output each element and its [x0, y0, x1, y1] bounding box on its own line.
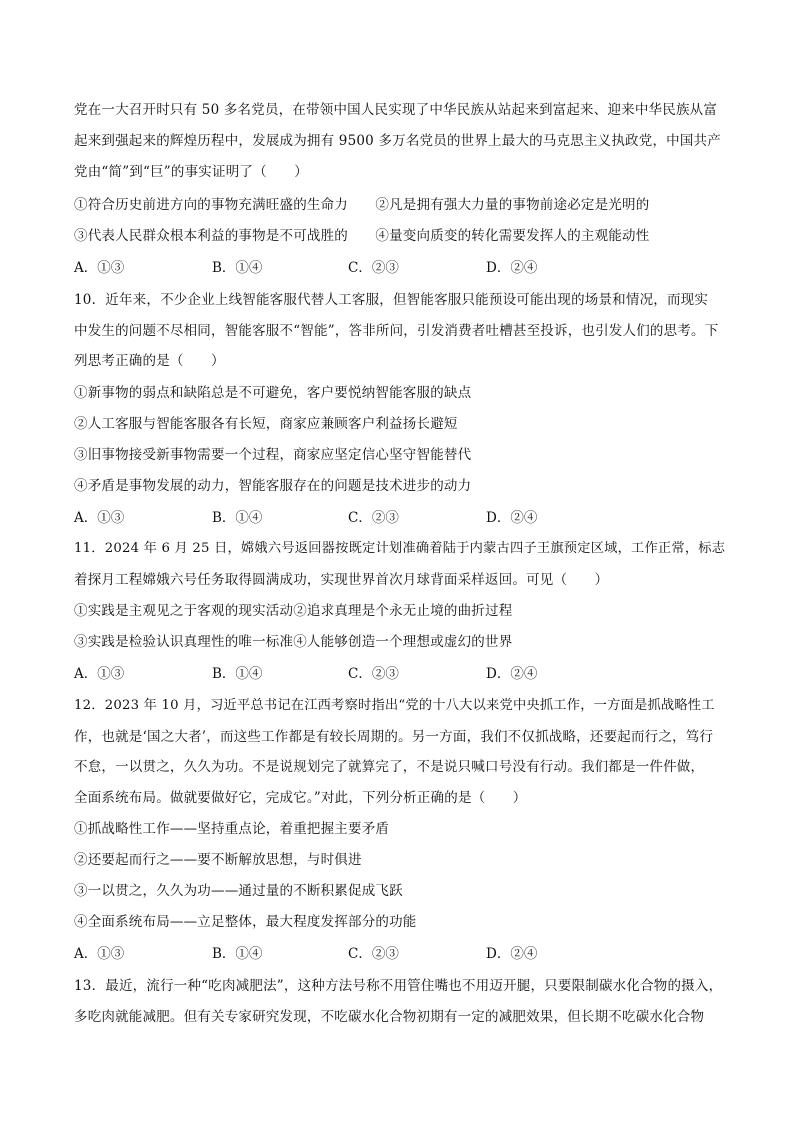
q11-option-b: B．①④ [212, 666, 263, 682]
q12-option-a: A．①③ [74, 946, 125, 962]
q12-statement-1: ①抓战略性工作——坚持重点论，着重把握主要矛盾 [74, 821, 390, 837]
q12-statement-2: ②还要起而行之——要不断解放思想，与时俱进 [74, 852, 362, 868]
q10-option-c: C．②③ [348, 510, 399, 526]
q10-statement-3: ③旧事物接受新事物需要一个过程，商家应坚定信心坚守智能替代 [74, 447, 472, 463]
q11-option-d: D．②④ [486, 666, 538, 682]
q12-line-2: 作，也就是‘国之大者’，而这些工作都是有较长周期的。另一方面，我们不仅抓战略，还要起而行之，笃行 [74, 729, 714, 745]
q13-line-1: 13．最近，流行一种“吃肉减肥法”，这种方法号称不用管住嘴也不用迈开腿，只要限制碳水化合物的摄入， [74, 978, 723, 994]
q10-statement-4: ④矛盾是事物发展的动力，智能客服存在的问题是技术进步的动力 [74, 478, 472, 494]
q12-option-c: C．②③ [348, 946, 399, 962]
q9-line-3: 党由“简”到“巨”的事实证明了（ ） [74, 164, 308, 180]
q11-statement-2: ③实践是检验认识真理性的唯一标准④人能够创造一个理想或虚幻的世界 [74, 634, 513, 650]
q12-option-b: B．①④ [212, 946, 263, 962]
q10-option-a: A．①③ [74, 510, 125, 526]
q10-line-3: 列思考正确的是（ ） [74, 353, 225, 369]
q9-statement-2: ③代表人民群众根本利益的事物是不可战胜的 ④量变向质变的转化需要发挥人的主观能动性 [74, 228, 650, 244]
q13-line-2: 多吃肉就能减肥。但有关专家研究发现，不吃碳水化合物初期有一定的减肥效果，但长期不吃碳水化合物 [74, 1009, 705, 1025]
q11-line-2: 着探月工程嫦娥六号任务取得圆满成功，实现世界首次月球背面采样返回。可见（ ） [74, 572, 609, 588]
q12-line-3: 不怠，一以贯之，久久为功。不是说规划完了就算完了，不是说只喊口号没有行动。我们都是一件件做， [74, 759, 705, 775]
q11-line-1: 11．2024 年 6 月 25 日，嫦娥六号返回器按既定计划准确着陆于内蒙古四子王旗预定区域，工作正常，标志 [74, 541, 726, 556]
q9-line-2: 起来到强起来的辉煌历程中，发展成为拥有 9500 多万名党员的世界上最大的马克思主义执政党，中国共产 [74, 133, 721, 149]
q10-option-b: B．①④ [212, 510, 263, 526]
q10-statement-1: ①新事物的弱点和缺陷总是不可避免，客户要悦纳智能客服的缺点 [74, 385, 472, 401]
q12-line-4: 全面系统布局。做就要做好它，完成它。”对此，下列分析正确的是（ ） [74, 790, 527, 806]
q10-statement-2: ②人工客服与智能客服各有长短，商家应兼顾客户利益扬长避短 [74, 416, 458, 432]
q11-option-c: C．②③ [348, 666, 399, 682]
q10-option-d: D．②④ [486, 510, 538, 526]
q12-statement-4: ④全面系统布局——立足整体，最大程度发挥部分的功能 [74, 914, 417, 930]
q12-option-d: D．②④ [486, 946, 538, 962]
q9-option-c: C．②③ [348, 260, 399, 276]
q9-option-a: A．①③ [74, 260, 125, 276]
q11-option-a: A．①③ [74, 666, 125, 682]
q9-option-b: B．①④ [212, 260, 263, 276]
q12-line-1: 12．2023 年 10 月，习近平总书记在江西考察时指出“党的十八大以来党中央抓工作，一方面是抓战略性工 [74, 698, 715, 713]
q11-statement-1: ①实践是主观见之于客观的现实活动②追求真理是个永无止境的曲折过程 [74, 603, 513, 619]
q9-statement-1: ①符合历史前进方向的事物充满旺盛的生命力 ②凡是拥有强大力量的事物前途必定是光明的 [74, 197, 650, 213]
q9-line-1: 党在一大召开时只有 50 多名党员，在带领中国人民实现了中华民族从站起来到富起来、迎来中华民族从富 [74, 102, 718, 118]
q10-line-2: 中发生的问题不尽相同，智能客服不“智能”，答非所问，引发消费者吐槽甚至投诉，也引发人们的思考。下 [74, 323, 719, 339]
q12-statement-3: ③一以贯之，久久为功——通过量的不断积累促成飞跃 [74, 883, 403, 899]
q9-option-d: D．②④ [486, 260, 538, 276]
q10-line-1: 10．近年来，不少企业上线智能客服代替人工客服，但智能客服只能预设可能出现的场景和情况，而现实 [74, 292, 709, 308]
